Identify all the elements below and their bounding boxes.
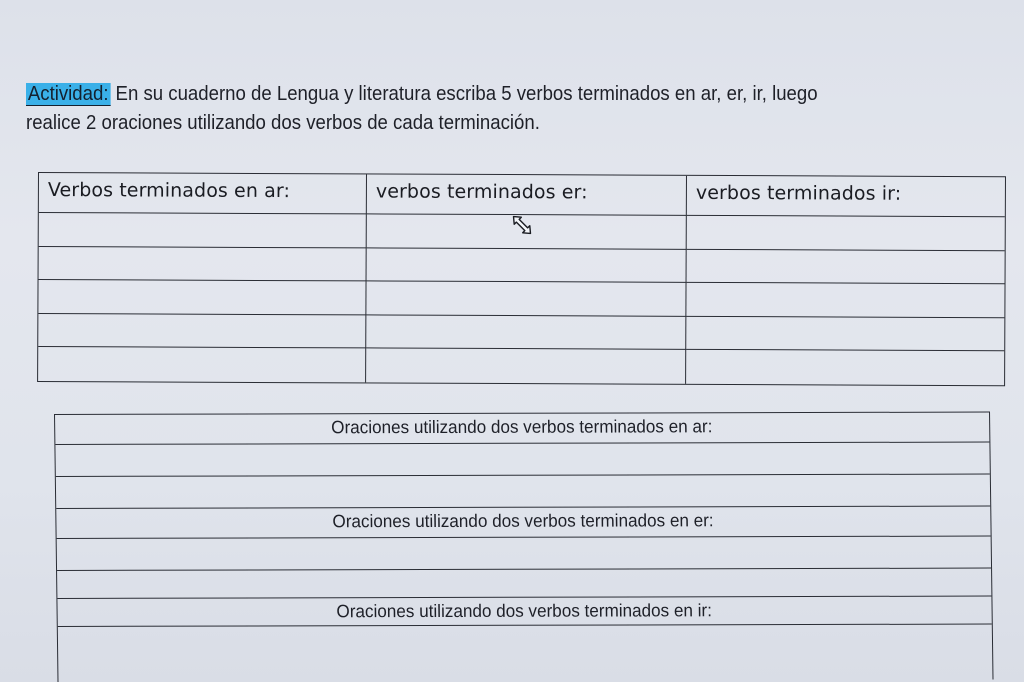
sentence-line[interactable]	[57, 569, 991, 599]
activity-instruction	[26, 80, 947, 138]
section-title-ar-text: Oraciones utilizando dos verbos terminados en ar:	[331, 416, 713, 438]
section-title-er	[56, 507, 990, 539]
verb-ir-cell[interactable]	[686, 283, 1004, 318]
verb-ar-cell[interactable]	[39, 213, 367, 248]
resize-cursor-icon	[508, 211, 536, 239]
verb-ir-cell[interactable]	[687, 249, 1005, 284]
sentence-line[interactable]	[57, 537, 991, 571]
header-verbs-er: verbos terminados er:	[367, 174, 687, 215]
verb-er-cell[interactable]	[366, 349, 686, 384]
verb-ir-cell[interactable]	[686, 350, 1004, 385]
instruction-line-1	[26, 80, 947, 109]
verb-ar-cell[interactable]	[38, 314, 366, 349]
verb-ir-cell[interactable]	[686, 317, 1004, 352]
verb-er-cell[interactable]	[367, 248, 687, 283]
verb-er-cell[interactable]	[366, 282, 686, 317]
sentence-line[interactable]	[55, 443, 989, 477]
section-title-ir	[57, 597, 991, 627]
sentences-table	[54, 412, 994, 682]
verb-ar-cell[interactable]	[38, 280, 366, 315]
verb-ar-cell[interactable]	[39, 247, 367, 282]
verb-ar-cell[interactable]	[38, 347, 366, 382]
header-verbs-ar: Verbos terminados en ar:	[39, 173, 367, 214]
sentence-line[interactable]	[56, 475, 990, 509]
verbs-table	[37, 172, 1006, 386]
verb-ir-cell[interactable]	[687, 216, 1005, 251]
section-title-ir-text: Oraciones utilizando dos verbos terminados en ir:	[336, 600, 713, 622]
instruction-text-2: realice 2 oraciones utilizando dos verbos de cada terminación.	[26, 112, 540, 134]
verb-er-cell[interactable]	[366, 315, 686, 350]
section-title-er-text: Oraciones utilizando dos verbos terminados en er:	[332, 510, 715, 532]
header-verbs-ir: verbos terminados ir:	[687, 176, 1005, 217]
activity-label: Actividad:	[27, 83, 109, 105]
section-title-ar	[55, 413, 989, 445]
instruction-text-1: En su cuaderno de Lengua y literatura escriba 5 verbos terminados en ar, er, ir, luego	[110, 83, 818, 105]
